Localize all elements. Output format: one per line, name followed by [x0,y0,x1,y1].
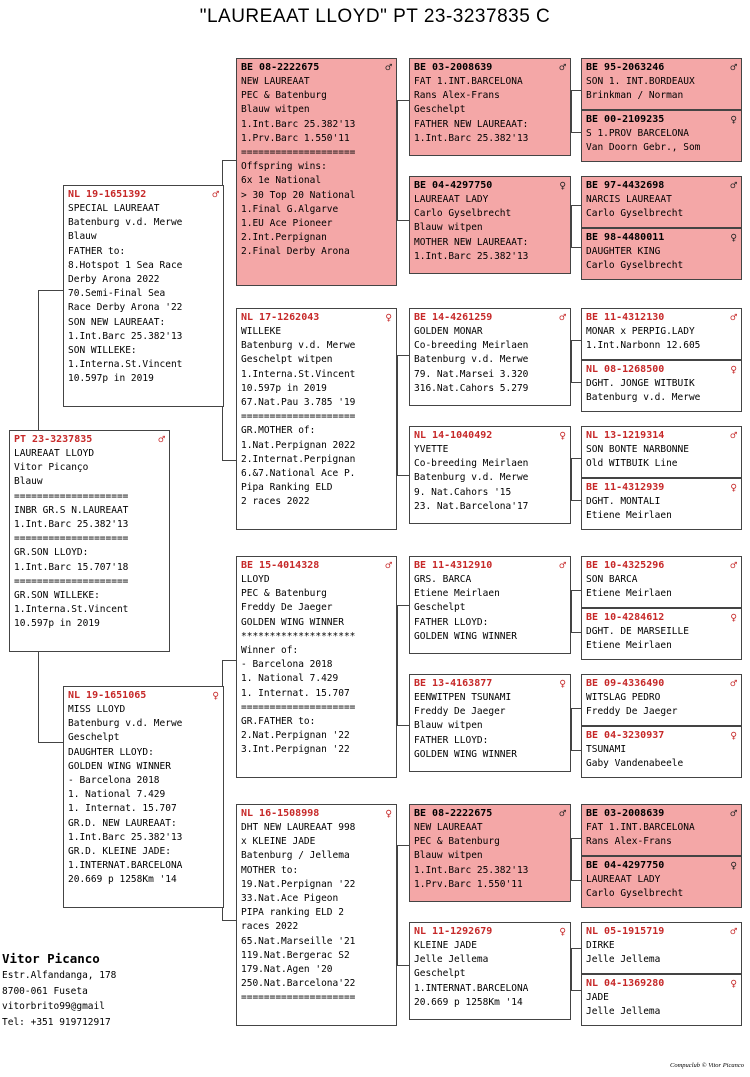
bird-info-line: GOLDEN WING WINNER [414,748,517,760]
bird-info-line: 1. Internat. 15.707 [68,803,177,815]
bird-info-line: 67.Nat.Pau 3.785 '19 [241,397,356,409]
bird-info-line: NARCIS LAUREAAT [586,194,672,205]
bird-info-line: 1. National 7.429 [241,673,339,685]
bird-info-line: Carlo Gyselbrecht [414,208,512,220]
bird-info-line: 119.Nat.Bergerac S2 [241,949,350,961]
ring-number: BE 11-4312939 [586,482,665,493]
page-title: "LAUREAAT LLOYD" PT 23-3237835 C [199,6,551,27]
ring-number: BE 00-2109235 [586,114,665,125]
bird-info-line: Winner of: [241,645,299,657]
bird-header [14,433,165,447]
bird-card-g12 [581,726,742,778]
male-icon: ♂ [559,807,566,820]
bird-info-line: PEC & Batenburg [241,588,327,600]
bird-info-line: 10.597p in 2019 [68,373,154,385]
bird-card-g1 [581,58,742,110]
bird-card-ddd [409,922,571,1020]
bird-info-line: Geschelpt [68,732,120,744]
bird-info-line: FATHER to: [68,245,126,257]
bird-info-line: 33.Nat.Ace Pigeon [241,893,339,905]
bird-header [586,363,737,377]
female-icon: ♀ [212,689,219,702]
ring-number: BE 13-4163877 [414,678,493,689]
bird-info-line: 1.Int.Barc 25.382'13 [414,132,529,144]
bird-info-line: Carlo Gyselbrecht [586,260,684,272]
female-icon: ♀ [730,363,737,376]
ring-number: BE 15-4014328 [241,560,320,571]
bird-info-line: DHT NEW LAUREAAT 998 [241,822,356,833]
bird-card-g5 [581,308,742,360]
male-icon: ♂ [559,559,566,572]
bird-header [414,179,566,193]
bird-info-line: Freddy De Jaeger [586,706,678,718]
male-icon: ♂ [559,311,566,324]
bird-info-line: Freddy De Jaeger [241,602,333,614]
ring-number: BE 03-2008639 [414,62,493,73]
male-icon: ♂ [559,61,566,74]
bird-info-line: KLEINE JADE [414,940,477,951]
bird-info-line: Co-breeding Meirlaen [414,458,529,470]
owner-block [2,950,116,1030]
bird-info-line: SON NEW LAUREAAT: [68,316,166,328]
bird-info-line: 20.669 p 1258Km '14 [414,996,523,1008]
bird-info-line: Blauw [68,231,97,243]
bird-info-line: 10.597p in 2019 [14,618,100,630]
bird-info-line: Jelle Jellema [586,1006,661,1018]
bird-card-subject [9,430,170,652]
bird-header [241,807,392,821]
bird-info-line: 6.&7.National Ace P. [241,468,356,480]
bird-info-line: PEC & Batenburg [241,90,327,102]
bird-info-line: LLOYD [241,574,270,585]
ring-number: BE 08-2222675 [241,62,320,73]
bird-card-g15 [581,922,742,974]
bird-card-ss [236,58,397,286]
bird-card-g13 [581,804,742,856]
bird-info-line: 19.Nat.Perpignan '22 [241,878,356,890]
female-icon: ♀ [730,231,737,244]
bird-header [414,807,566,821]
bird-info-line: Etiene Meirlaen [414,588,500,600]
bird-info-line: GOLDEN WING WINNER [68,760,171,772]
bird-info-line: PIPA ranking ELD 2 [241,907,344,919]
bird-info-line: Blauw witpen [414,222,483,234]
owner-email: vitorbrito99@gmail [2,1001,105,1012]
ring-number: BE 04-4297750 [414,180,493,191]
bird-info-line: 1.Prv.Barc 1.550'11 [414,878,523,890]
bird-info-line: 1.Int.Barc 25.382'13 [68,330,183,342]
bird-card-g8 [581,478,742,530]
bird-info-line: LAUREAAT LLOYD [14,448,95,459]
bird-info-line: Pipa Ranking ELD [241,482,333,494]
bird-card-ssd [409,176,571,274]
bird-info-line: Etiene Meirlaen [586,640,672,652]
bird-info-line: 1.Int.Barc 25.382'13 [414,864,529,876]
owner-postcode: 8700-061 Fuseta [2,985,88,997]
bird-info-line: 1.Int.Barc 15.707'18 [14,561,129,573]
bird-info-line: x KLEINE JADE [241,836,316,848]
bird-card-sds [409,308,571,406]
bird-info-line: 1.Int.Barc 25.382'13 [68,831,183,843]
bird-info-line: MISS LLOYD [68,704,126,715]
ring-number: NL 16-1508998 [241,808,320,819]
bird-info-line: 65.Nat.Marseille '21 [241,935,356,947]
bird-info-line: FATHER LLOYD: [414,616,489,628]
bird-card-dd [236,804,397,1026]
ring-number: BE 09-4336490 [586,678,665,689]
bird-info-line: Rans Alex-Frans [586,836,672,848]
ring-number: NL 14-1040492 [414,430,493,441]
bird-info-line: 1.EU Ace Pioneer [241,218,333,230]
male-icon: ♂ [730,311,737,324]
bird-info-line: LAUREAAT LADY [586,874,661,885]
bird-info-line: SPECIAL LAUREAAT [68,203,160,214]
ring-number: BE 11-4312130 [586,312,665,323]
bird-info-line: FATHER NEW LAUREAAT: [414,118,529,130]
bird-card-sdd [409,426,571,524]
footer-credit: Compuclub © Vitor Picanco [670,1062,744,1069]
bird-info-line: NEW LAUREAAT [414,822,483,833]
bird-info-line: Geschelpt witpen [241,354,333,366]
male-icon: ♂ [158,433,165,446]
bird-info-line: Batenburg v.d. Merwe [414,354,529,366]
male-icon: ♂ [730,807,737,820]
bird-info-line: ==================== [14,490,129,502]
bird-info-line: ==================== [14,575,129,587]
ring-number: BE 10-4325296 [586,560,665,571]
bird-card-dam [63,686,224,908]
ring-number: BE 95-2063246 [586,62,665,73]
bird-info-line: 2.Nat.Perpignan '22 [241,730,350,742]
ring-number: BE 08-2222675 [414,808,493,819]
bird-info-line: ******************** [241,630,356,642]
bird-info-line: INBR GR.S N.LAUREAAT [14,504,129,516]
male-icon: ♂ [730,925,737,938]
bird-info-line: 3.Int.Perpignan '22 [241,744,350,756]
bird-info-line: - Barcelona 2018 [68,775,160,787]
bird-info-line: ==================== [241,411,356,423]
bird-card-g14 [581,856,742,908]
bird-info-line: ==================== [241,147,356,159]
ring-number: BE 14-4261259 [414,312,493,323]
bird-info-line: PEC & Batenburg [414,836,500,848]
bird-header [586,611,737,625]
bird-info-line: Blauw witpen [414,850,483,862]
bird-info-line: 1.Int.Barc 25.382'13 [14,519,129,531]
bird-header [586,977,737,991]
bird-info-line: DGHT. DE MARSEILLE [586,626,689,637]
bird-info-line: GR.SON WILLEKE: [14,590,100,602]
bird-info-line: Etiene Meirlaen [586,588,672,600]
bird-info-line: GOLDEN WING WINNER [414,630,517,642]
bird-info-line: Blauw witpen [414,720,483,732]
bird-info-line: 1.Int.Barc 25.382'13 [241,118,356,130]
male-icon: ♂ [730,677,737,690]
bird-header [414,311,566,325]
bird-info-line: ==================== [14,533,129,545]
bird-info-line: Jelle Jellema [414,954,489,966]
bird-info-line: TSUNAMI [586,744,627,755]
bird-info-line: Rans Alex-Frans [414,90,500,102]
bird-info-line: 70.Semi-Final Sea [68,288,166,300]
ring-number: NL 04-1369280 [586,978,665,989]
bird-info-line: Batenburg v.d. Merwe [68,217,183,229]
bird-info-line: JADE [586,992,609,1003]
bird-header [586,559,737,573]
male-icon: ♂ [730,559,737,572]
female-icon: ♀ [559,925,566,938]
bird-info-line: DGHT. MONTALI [586,496,661,507]
male-icon: ♂ [730,61,737,74]
bird-card-g4 [581,228,742,280]
ring-number: NL 11-1292679 [414,926,493,937]
bird-info-line: DGHT. JONGE WITBUIK [586,378,695,389]
ring-number: BE 98-4480011 [586,232,665,243]
bird-card-g16 [581,974,742,1026]
bird-card-g10 [581,608,742,660]
bird-card-g7 [581,426,742,478]
bird-card-sd [236,308,397,530]
bird-info-line: - Barcelona 2018 [241,659,333,671]
bird-info-line: 6x 1e National [241,175,322,187]
bird-info-line: WILLEKE [241,326,282,337]
bird-info-line: SON BONTE NARBONNE [586,444,689,455]
bird-card-sss [409,58,571,156]
male-icon: ♂ [385,559,392,572]
bird-info-line: 2 races 2022 [241,496,310,508]
bird-info-line: GR.FATHER to: [241,716,316,728]
bird-info-line: YVETTE [414,444,449,455]
bird-info-line: MOTHER NEW LAUREAAT: [414,236,529,248]
bird-header [68,188,219,202]
bird-info-line: Vitor Picanço [14,462,89,474]
bird-info-line: 250.Nat.Barcelona'22 [241,978,356,990]
owner-name: Vitor Picanco [2,951,100,966]
bird-info-line: WITSLAG PEDRO [586,692,661,703]
female-icon: ♀ [730,729,737,742]
bird-info-line: 2.Internat.Perpignan [241,453,356,465]
female-icon: ♀ [559,179,566,192]
bird-info-line: Race Derby Arona '22 [68,302,183,314]
bird-info-line: MOTHER to: [241,864,299,876]
bird-info-line: Carlo Gyselbrecht [586,888,684,900]
bird-header [414,677,566,691]
ring-number: NL 17-1262043 [241,312,320,323]
bird-info-line: Geschelpt [414,968,466,980]
bird-info-line: GR.MOTHER of: [241,425,316,437]
bird-info-line: GOLDEN MONAR [414,326,483,337]
ring-number: NL 13-1219314 [586,430,665,441]
bird-info-line: GR.D. NEW LAUREAAT: [68,817,177,829]
bird-info-line: Gaby Vandenabeele [586,758,684,770]
ring-number: NL 08-1268500 [586,364,665,375]
bird-info-line: Co-breeding Meirlaen [414,340,529,352]
bird-info-line: 20.669 p 1258Km '14 [68,874,177,886]
bird-info-line: 1.Interna.St.Vincent [14,604,129,616]
female-icon: ♀ [730,113,737,126]
bird-header [586,429,737,443]
bird-info-line: 9. Nat.Cahors '15 [414,486,512,498]
bird-info-line: Blauw witpen [241,104,310,116]
bird-header [414,61,566,75]
bird-info-line: 1.Interna.St.Vincent [241,368,356,380]
bird-info-line: Brinkman / Norman [586,90,684,102]
bird-info-line: GR.SON LLOYD: [14,547,89,559]
bird-card-g2 [581,110,742,162]
owner-phone: Tel: +351 919712917 [2,1016,111,1028]
bird-info-line: ==================== [241,992,356,1004]
female-icon: ♀ [559,429,566,442]
bird-header [68,689,219,703]
bird-info-line: FAT 1.INT.BARCELONA [586,822,695,833]
bird-info-line: LAUREAAT LADY [414,194,489,205]
bird-info-line: NEW LAUREAAT [241,76,310,87]
female-icon: ♀ [385,311,392,324]
ring-number: PT 23-3237835 [14,434,93,445]
bird-info-line: Batenburg v.d. Merwe [414,472,529,484]
bird-header [586,311,737,325]
bird-info-line: FATHER LLOYD: [414,734,489,746]
bird-card-dsd [409,674,571,772]
bird-info-line: Jelle Jellema [586,954,661,966]
bird-info-line: Blauw [14,476,43,488]
bird-info-line: SON BARCA [586,574,638,585]
bird-info-line: Offspring wins: [241,161,327,173]
bird-card-sire [63,185,224,407]
bird-info-line: 1.INTERNAT.BARCELONA [68,860,183,872]
bird-header [586,677,737,691]
bird-info-line: EENWITPEN TSUNAMI [414,692,512,703]
owner-address: Estr.Alfandanga, 178 [2,970,117,981]
ring-number: BE 97-4432698 [586,180,665,191]
bird-info-line: GOLDEN WING WINNER [241,616,344,628]
bird-header [586,61,737,75]
bird-info-line: Freddy De Jaeger [414,706,506,718]
bird-info-line: races 2022 [241,921,299,933]
female-icon: ♀ [730,859,737,872]
male-icon: ♂ [385,61,392,74]
bird-info-line: FAT 1.INT.BARCELONA [414,76,523,87]
bird-info-line: SON 1. INT.BORDEAUX [586,76,695,87]
female-icon: ♀ [385,807,392,820]
female-icon: ♀ [559,677,566,690]
bird-card-g6 [581,360,742,412]
bird-info-line: SON WILLEKE: [68,345,137,357]
bird-info-line: 1.Interna.St.Vincent [68,359,183,371]
bird-info-line: 2.Final Derby Arona [241,246,350,258]
bird-info-line: Geschelpt [414,104,466,116]
ring-number: BE 10-4284612 [586,612,665,623]
bird-info-line: Old WITBUIK Line [586,458,678,470]
bird-info-line: > 30 Top 20 National [241,189,356,201]
bird-info-line: GR.D. KLEINE JADE: [68,846,171,858]
bird-info-line: DAUGHTER KING [586,246,661,257]
bird-info-line: 1.Prv.Barc 1.550'11 [241,132,350,144]
ring-number: NL 19-1651065 [68,690,147,701]
bird-info-line: Geschelpt [414,602,466,614]
ring-number: BE 04-4297750 [586,860,665,871]
bird-info-line: Derby Arona 2022 [68,274,160,286]
ring-number: BE 04-3230937 [586,730,665,741]
bird-info-line: Etiene Meirlaen [586,510,672,522]
female-icon: ♀ [730,611,737,624]
bird-info-line: MONAR x PERPIG.LADY [586,326,695,337]
bird-info-line: S 1.PROV BARCELONA [586,128,689,139]
bird-info-line: ==================== [241,701,356,713]
bird-info-line: Van Doorn Gebr., Som [586,142,701,154]
female-icon: ♀ [730,977,737,990]
ring-number: BE 03-2008639 [586,808,665,819]
bird-header [586,807,737,821]
bird-info-line: 2.Int.Perpignan [241,232,327,244]
bird-card-ds [236,556,397,778]
bird-card-dss [409,556,571,654]
bird-info-line: 1.Nat.Perpignan 2022 [241,439,356,451]
bird-info-line: 23. Nat.Barcelona'17 [414,500,529,512]
bird-info-line: 8.Hotspot 1 Sea Race [68,259,183,271]
ring-number: BE 11-4312910 [414,560,493,571]
bird-info-line: 1.INTERNAT.BARCELONA [414,982,529,994]
bird-header [586,231,737,245]
bird-card-g3 [581,176,742,228]
bird-info-line: Batenburg v.d. Merwe [241,340,356,352]
bird-info-line: 316.Nat.Cahors 5.279 [414,382,529,394]
bird-header [586,859,737,873]
bird-header [414,925,566,939]
bird-card-g11 [581,674,742,726]
female-icon: ♀ [730,481,737,494]
bird-info-line: 1.Int.Narbonn 12.605 [586,340,701,352]
bird-header [586,729,737,743]
bird-info-line: 179.Nat.Agen '20 [241,964,333,976]
bird-info-line: Batenburg v.d. Merwe [586,392,701,404]
male-icon: ♂ [212,188,219,201]
male-icon: ♂ [730,179,737,192]
bird-info-line: Batenburg / Jellema [241,850,350,862]
bird-info-line: DAUGHTER LLOYD: [68,746,154,758]
bird-card-g9 [581,556,742,608]
bird-header [586,179,737,193]
ring-number: NL 19-1651392 [68,189,147,200]
bird-info-line: DIRKE [586,940,615,951]
bird-info-line: GRS. BARCA [414,574,472,585]
bird-info-line: Batenburg v.d. Merwe [68,718,183,730]
bird-info-line: 1. Internat. 15.707 [241,687,350,699]
bird-info-line: 79. Nat.Marsei 3.320 [414,368,529,380]
bird-header [586,925,737,939]
bird-info-line: 1.Int.Barc 25.382'13 [414,250,529,262]
bird-header [586,113,737,127]
ring-number: NL 05-1915719 [586,926,665,937]
bird-header [241,311,392,325]
male-icon: ♂ [730,429,737,442]
bird-header [414,429,566,443]
bird-header [586,481,737,495]
bird-header [241,61,392,75]
bird-card-dds [409,804,571,902]
bird-header [414,559,566,573]
bird-header [241,559,392,573]
bird-info-line: Carlo Gyselbrecht [586,208,684,220]
bird-info-line: 1.Final G.Algarve [241,203,339,215]
bird-info-line: 1. National 7.429 [68,789,166,801]
bird-info-line: 10.597p in 2019 [241,382,327,394]
